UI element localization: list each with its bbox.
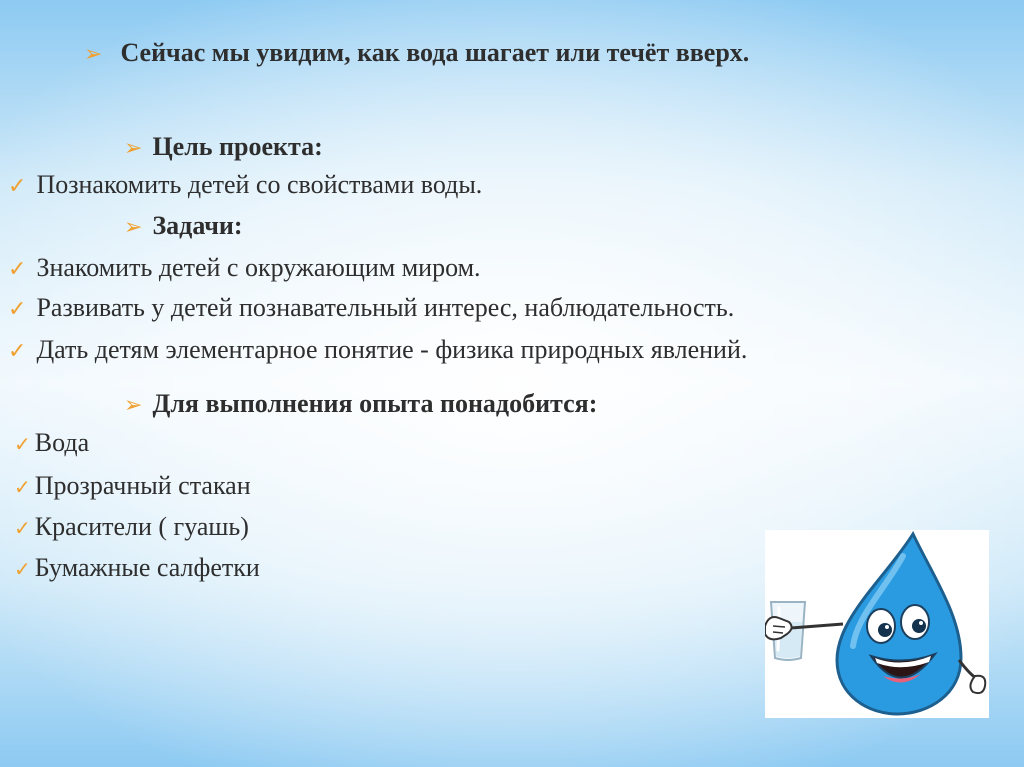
task-item bbox=[8, 253, 481, 283]
material-item bbox=[14, 553, 260, 583]
material-item-text: Бумажные салфетки bbox=[34, 553, 260, 582]
check-icon: ✓ bbox=[8, 297, 27, 322]
check-icon: ✓ bbox=[8, 339, 27, 364]
tasks-heading-text: Задачи: bbox=[152, 211, 243, 240]
task-item bbox=[8, 335, 747, 365]
materials-heading-text: Для выполнения опыта понадобится: bbox=[152, 389, 598, 418]
goal-heading-text: Цель проекта: bbox=[152, 132, 323, 161]
water-drop-illustration bbox=[765, 530, 989, 718]
material-item bbox=[14, 512, 249, 542]
arrow-bullet-icon: ➢ bbox=[124, 136, 143, 161]
task-item bbox=[8, 293, 734, 323]
goal-item-text: Познакомить детей со свойствами воды. bbox=[36, 170, 483, 199]
task-item-text: Знакомить детей с окружающим миром. bbox=[36, 253, 481, 282]
check-icon: ✓ bbox=[14, 516, 31, 540]
main-heading-text: Сейчас мы увидим, как вода шагает или течёт вверх. bbox=[120, 38, 750, 67]
check-icon: ✓ bbox=[14, 475, 31, 499]
material-item-text: Красители ( гуашь) bbox=[34, 512, 249, 541]
check-icon: ✓ bbox=[14, 432, 31, 456]
water-drop-icon bbox=[765, 530, 989, 718]
arrow-bullet-icon: ➢ bbox=[124, 215, 143, 240]
check-icon: ✓ bbox=[14, 557, 31, 581]
check-icon: ✓ bbox=[8, 174, 27, 199]
goal-item bbox=[8, 170, 482, 200]
arrow-bullet-icon: ➢ bbox=[84, 42, 103, 67]
material-item-text: Вода bbox=[34, 428, 90, 457]
material-item bbox=[14, 471, 251, 501]
check-icon: ✓ bbox=[8, 257, 27, 282]
task-item-text: Дать детям элементарное понятие - физика природных явлений. bbox=[36, 335, 748, 364]
material-item-text: Прозрачный стакан bbox=[34, 471, 251, 500]
main-heading bbox=[84, 38, 749, 68]
goal-heading bbox=[124, 132, 323, 162]
task-item-text: Развивать у детей познавательный интерес, наблюдательность. bbox=[36, 293, 735, 322]
material-item bbox=[14, 428, 89, 458]
arrow-bullet-icon: ➢ bbox=[124, 393, 143, 418]
materials-heading bbox=[124, 389, 597, 419]
tasks-heading bbox=[124, 211, 243, 241]
